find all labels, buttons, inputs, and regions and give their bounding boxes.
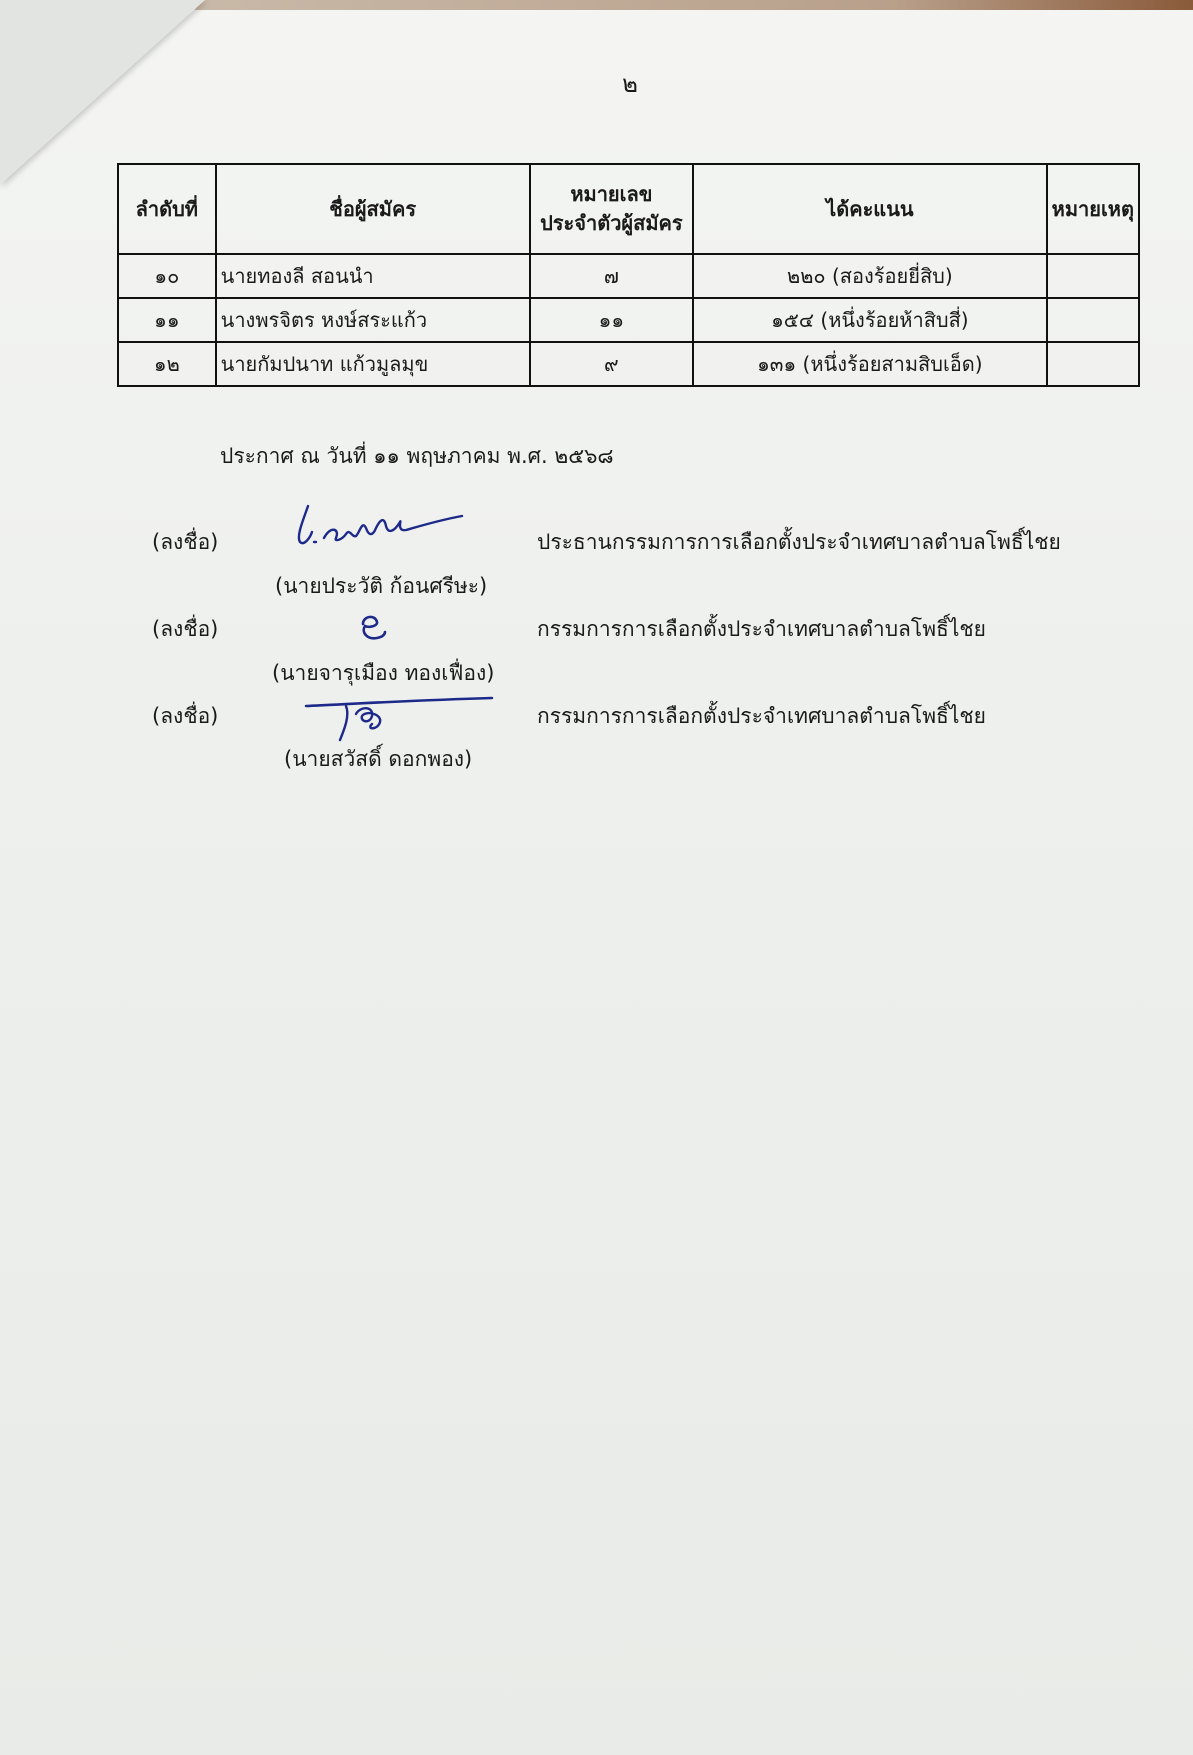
header-id-line1: หมายเลข	[570, 182, 653, 206]
handwritten-signature	[355, 610, 395, 646]
cell-note	[1047, 298, 1139, 342]
cell-score: ๒๒๐ (สองร้อยยี่สิบ)	[693, 254, 1047, 298]
handwritten-signature	[290, 498, 470, 552]
handwritten-signature	[300, 692, 496, 744]
desk-edge	[195, 0, 1193, 10]
table-header-row	[118, 164, 1139, 254]
sign-label: (ลงชื่อ)	[152, 617, 219, 641]
announcement-date: ประกาศ ณ วันที่ ๑๑ พฤษภาคม พ.ศ. ๒๕๖๘	[220, 444, 614, 468]
page-number: ๒	[622, 70, 638, 98]
cell-name: นายทองลี สอนนำ	[216, 254, 530, 298]
folded-corner	[0, 0, 205, 185]
signer-role: กรรมการการเลือกตั้งประจำเทศบาลตำบลโพธิ์ไชย	[537, 617, 986, 641]
table-row	[118, 298, 1139, 342]
header-id-line2: ประจำตัวผู้สมัคร	[540, 211, 683, 235]
sign-label: (ลงชื่อ)	[152, 530, 219, 554]
cell-candidate-id: ๙	[530, 342, 693, 386]
cell-score: ๑๓๑ (หนึ่งร้อยสามสิบเอ็ด)	[693, 342, 1047, 386]
signer-name: (นายจารุเมือง ทองเฟื่อง)	[272, 661, 495, 685]
signature-row-member-2	[0, 700, 1193, 740]
header-candidate-id	[530, 164, 693, 254]
cell-score: ๑๕๔ (หนึ่งร้อยห้าสิบสี่)	[693, 298, 1047, 342]
cell-no: ๑๒	[118, 342, 216, 386]
results-table	[117, 163, 1140, 387]
signer-name: (นายประวัติ ก้อนศรีษะ)	[275, 574, 488, 598]
table-row	[118, 342, 1139, 386]
cell-name: นายกัมปนาท แก้วมูลมุข	[216, 342, 530, 386]
table-row	[118, 254, 1139, 298]
signer-role: กรรมการการเลือกตั้งประจำเทศบาลตำบลโพธิ์ไชย	[537, 704, 986, 728]
header-no: ลำดับที่	[118, 164, 216, 254]
signature-row-chairman	[0, 526, 1193, 566]
cell-candidate-id: ๑๑	[530, 298, 693, 342]
header-name: ชื่อผู้สมัคร	[216, 164, 530, 254]
cell-no: ๑๐	[118, 254, 216, 298]
signature-row-member-1	[0, 613, 1193, 653]
signer-role: ประธานกรรมการการเลือกตั้งประจำเทศบาลตำบลโพธิ์ไชย	[537, 530, 1061, 554]
sign-label: (ลงชื่อ)	[152, 704, 219, 728]
cell-name: นางพรจิตร หงษ์สระแก้ว	[216, 298, 530, 342]
cell-no: ๑๑	[118, 298, 216, 342]
signer-name: (นายสวัสดิ์ ดอกพอง)	[284, 747, 473, 771]
header-score: ได้คะแนน	[693, 164, 1047, 254]
cell-candidate-id: ๗	[530, 254, 693, 298]
cell-note	[1047, 254, 1139, 298]
cell-note	[1047, 342, 1139, 386]
header-note: หมายเหตุ	[1047, 164, 1139, 254]
